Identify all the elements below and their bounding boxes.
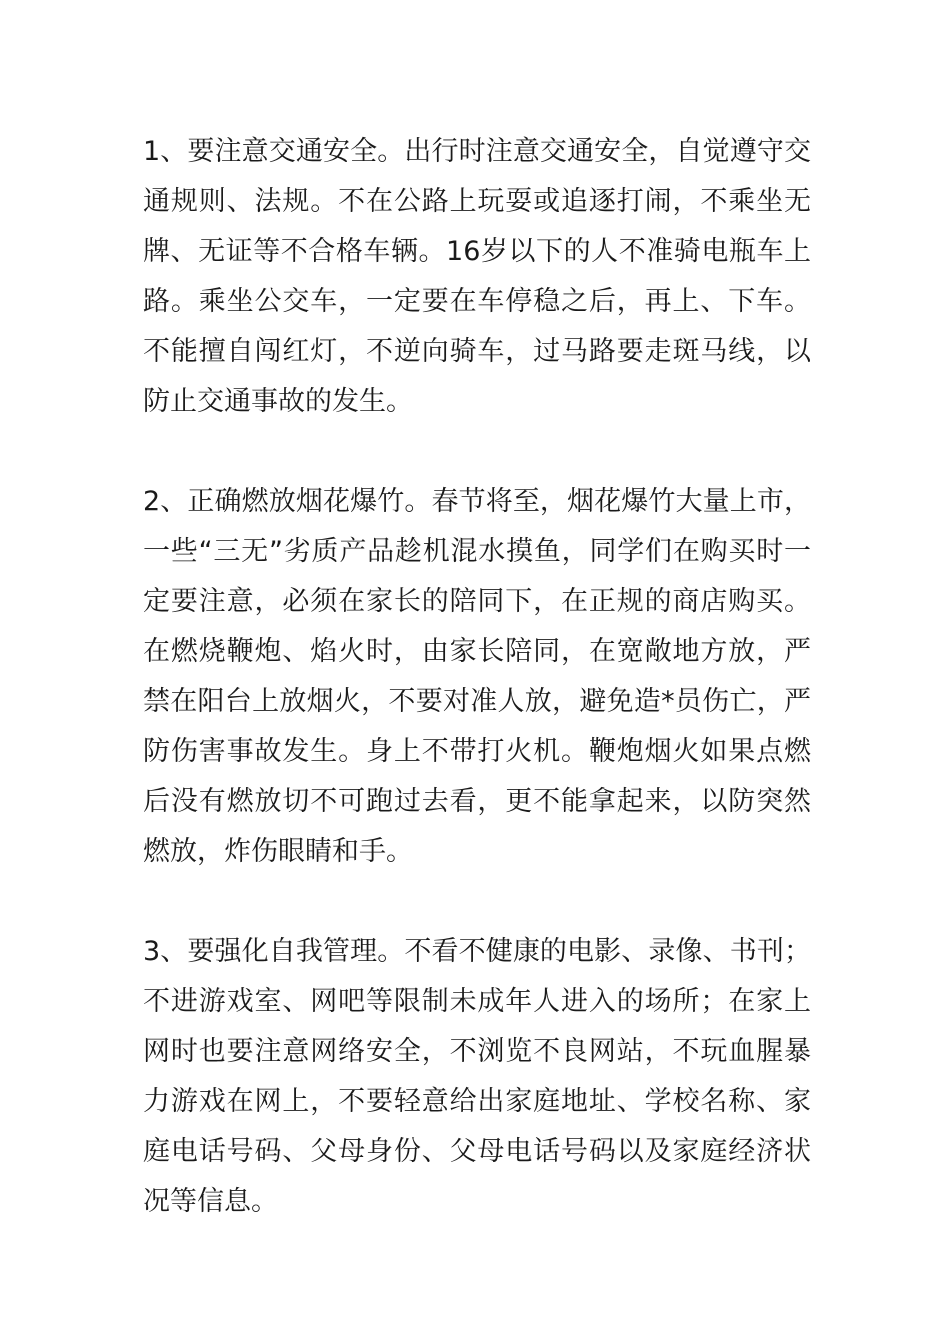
paragraph-traffic-safety: 1、要注意交通安全。出行时注意交通安全，自觉遵守交通规则、法规。不在公路上玩耍或追逐打闹，不乘坐无牌、无证等不合格车辆。16岁以下的人不准骑电瓶车上路。乘坐公交车，一定要在车停稳之后，再上、下车。不能擅自闯红灯，不逆向骑车，过马路要走斑马线，以防止交通事故的发生。 [143, 136, 811, 417]
paragraph-self-management: 3、要强化自我管理。不看不健康的电影、录像、书刊；不进游戏室、网吧等限制未成年人进入的场所；在家上网时也要注意网络安全，不浏览不良网站，不玩血腥暴力游戏在网上，不要轻意给出家庭地址、学校名称、家庭电话号码、父母身份、父母电话号码以及家庭经济状况等信息。 [143, 936, 811, 1217]
paragraph-fireworks-safety: 2、正确燃放烟花爆竹。春节将至，烟花爆竹大量上市，一些“三无”劣质产品趁机混水摸鱼，同学们在购买时一定要注意，必须在家长的陪同下，在正规的商店购买。在燃烧鞭炮、焰火时，由家长陪同，在宽敞地方放，严禁在阳台上放烟火，不要对准人放，避免造*员伤亡，严防伤害事故发生。身上不带打火机。鞭炮烟火如果点燃后没有燃放切不可跑过去看，更不能拿起来，以防突然燃放，炸伤眼睛和手。 [143, 486, 811, 867]
document-body [143, 127, 811, 1277]
